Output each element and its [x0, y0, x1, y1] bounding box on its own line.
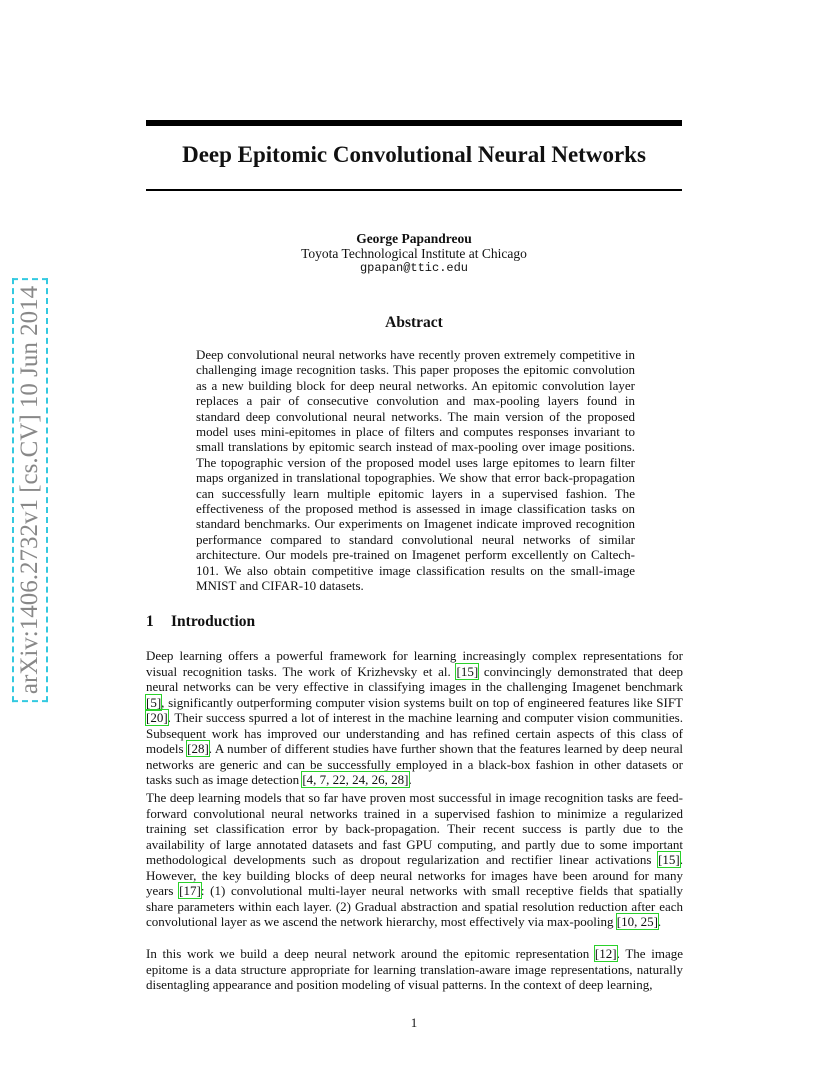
citation-link[interactable]: [28]	[187, 741, 209, 756]
abstract-heading: Abstract	[385, 314, 443, 331]
paragraph-text: In this work we build a deep neural network around the epitomic representation	[146, 946, 595, 961]
abstract-text: Deep convolutional neural networks have recently proven extremely competitive in challenging image recognition tasks. This paper proposes the epitomic convolution as a new building block for deep neural networks. An epitomic convolution layer replaces a pair of consecutive convolution and max-pooling layers found in standard deep convolutional neural networks. The main version of the proposed model uses mini-epitomes in place of filters and computes responses invariant to small translations by epitomic search instead of max-pooling over image positions. The topographic version of the proposed model uses large epitomes to learn filter maps organized in translational topographies. We show that error back-propagation can successfully learn multiple epitomic layers in a supervised fashion. The effectiveness of the proposed method is assessed in image classification tasks on standard benchmarks. Our experiments on Imagenet indicate improved recognition performance compared to standard convolutional neural networks of similar architecture. Our models pre-trained on Imagenet perform excellently on Caltech-101. We also obtain competitive image classification results on the small-image MNIST and CIFAR-10 datasets.	[196, 347, 635, 594]
section-number: 1	[146, 613, 154, 630]
author-block	[146, 231, 682, 276]
section-heading-introduction	[146, 613, 255, 631]
citation-link[interactable]: [17]	[179, 883, 201, 898]
paragraph-text: . A number of different studies have further shown that the features learned by deep neural networks are generic and can be successfully employed in a black-box fashion in other datasets or tasks such as image detection	[146, 741, 683, 787]
citation-link[interactable]: [12]	[594, 946, 617, 961]
citation-link[interactable]: [10, 25]	[616, 914, 658, 929]
paragraph-text: . However, the key building blocks of deep neural networks for images have been around for many years	[146, 852, 683, 898]
paragraph-text: .	[408, 772, 412, 787]
title-bottom-rule	[146, 189, 682, 191]
paragraph-text: The deep learning models that so far have proven most successful in image recognition tasks are feed-forward convolutional neural networks trained in a supervised fashion to minimize a regularized training set classification error by back-propagation. Their recent success is partly due to the availability of large annotated datasets and fast GPU computing, and partly due to some important methodological developments such as dropout regularization and rectifier linear activations	[146, 790, 683, 867]
paragraph-text: .	[657, 914, 662, 929]
paragraph-text: convincingly demonstrated that deep neural networks can be very effective in classifying images in the challenging Imagenet benchmark	[146, 663, 683, 694]
arxiv-identifier-sidebar: arXiv:1406.2732v1 [cs.CV] 10 Jun 2014	[12, 278, 48, 702]
section-title: Introduction	[171, 613, 256, 630]
citation-link[interactable]: [5]	[146, 694, 162, 710]
intro-paragraph-2	[146, 790, 683, 930]
citation-link[interactable]: [15]	[658, 852, 680, 867]
author-email[interactable]: gpapan@ttic.edu	[359, 261, 469, 275]
intro-paragraph-3	[146, 946, 683, 993]
author-name: George Papandreou	[356, 231, 472, 246]
paper-title: Deep Epitomic Convolutional Neural Networks	[182, 142, 646, 167]
paragraph-text: . Their success spurred a lot of interest in the machine learning and computer vision communities. Subsequent work has improved our understanding and has refined certain aspects of this class of models	[146, 710, 683, 756]
intro-paragraph-1	[146, 648, 683, 788]
citation-link[interactable]: [15]	[456, 663, 479, 679]
citation-link[interactable]: [20]	[146, 710, 168, 725]
citation-link[interactable]: [4, 7, 22, 24, 26, 28]	[302, 772, 409, 787]
paragraph-text: Deep learning offers a powerful framework for learning increasingly complex representations for visual recognition tasks. The work of Krizhevsky et al.	[146, 648, 683, 679]
paragraph-text: , significantly outperforming computer vision systems built on top of engineered features like SIFT	[161, 694, 683, 710]
page-number: 1	[410, 1015, 418, 1030]
paragraph-text: : (1) convolutional multi-layer neural networks with small receptive fields that spatially share parameters within each layer. (2) Gradual abstraction and spatial resolution reduction after each convolutional layer as we ascend the network hierarchy, most effectively via max-pooling	[146, 883, 683, 929]
paragraph-text: . The image epitome is a data structure appropriate for learning translation-aware image representations, naturally disentagling appearance and position modeling of visual patterns. In the context of deep learning,	[146, 946, 684, 992]
title-top-rule	[146, 120, 682, 126]
author-affiliation: Toyota Technological Institute at Chicago	[301, 246, 527, 261]
